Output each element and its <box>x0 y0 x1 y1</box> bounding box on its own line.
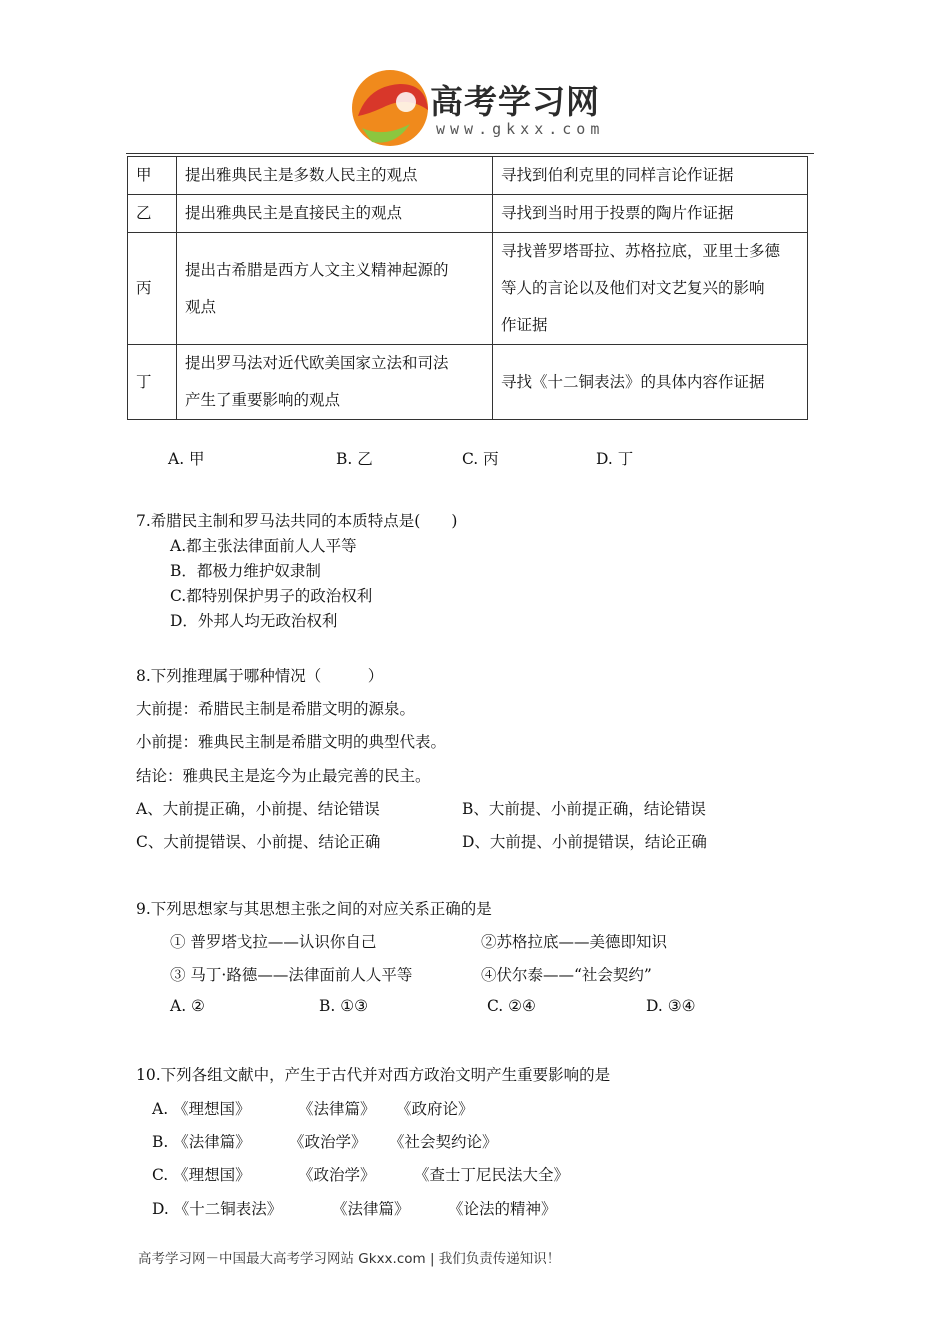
q7-option: B．都极力维护奴隶制 <box>170 562 321 580</box>
claim-line: 观点 <box>185 297 217 316</box>
claim-line: 提出罗马法对近代欧美国家立法和司法 <box>185 354 449 372</box>
table-row <box>128 233 808 345</box>
q9-stem: 9.下列思想家与其思想主张之间的对应关系正确的是 <box>136 900 492 918</box>
q10-option-a-book: 《法律篇》 <box>298 1100 376 1118</box>
claim-line: 产生了重要影响的观点 <box>185 391 341 409</box>
claim-line: 提出古希腊是西方人文主义精神起源的 <box>185 260 449 279</box>
q8-premise-major: 大前提：希腊民主制是希腊文明的源泉。 <box>136 700 416 718</box>
q7-stem: 7.希腊民主制和罗马法共同的本质特点是( ) <box>136 512 458 530</box>
q10-option-b: B. 《法律篇》 <box>152 1133 251 1151</box>
q10-option-c-book: 《政治学》 <box>298 1166 376 1184</box>
q9-option-b: B. ①③ <box>319 997 369 1015</box>
q6-option-a: A. 甲 <box>168 450 205 468</box>
q9-option-d: D. ③④ <box>646 997 696 1015</box>
header-rule <box>126 153 814 154</box>
q10-option-d-book: 《法律篇》 <box>332 1200 410 1218</box>
logo-name: 高考学习网 <box>430 82 600 121</box>
row-key: 甲 <box>128 157 177 195</box>
q8-option-a: A、大前提正确，小前提、结论错误 <box>136 800 380 818</box>
row-key: 丙 <box>128 233 177 345</box>
q8-conclusion: 结论：雅典民主是迄今为止最完善的民主。 <box>136 767 431 785</box>
row-key: 丁 <box>128 345 177 420</box>
q10-option-a: A. 《理想国》 <box>152 1100 251 1118</box>
row-evidence: 寻找到当时用于投票的陶片作证据 <box>493 195 808 233</box>
q10-option-d-book: 《论法的精神》 <box>448 1200 557 1218</box>
q9-option-a: A. ② <box>170 997 205 1015</box>
table-row <box>128 195 808 233</box>
row-key: 乙 <box>128 195 177 233</box>
q8-premise-minor: 小前提：雅典民主制是希腊文明的典型代表。 <box>136 733 447 751</box>
row-claim: 提出雅典民主是多数人民主的观点 <box>177 157 493 195</box>
q9-item: ②苏格拉底——美德即知识 <box>481 933 668 951</box>
q7-option: A.都主张法律面前人人平等 <box>170 537 357 555</box>
q10-option-d: D. 《十二铜表法》 <box>152 1200 283 1218</box>
evidence-line: 作证据 <box>501 316 548 334</box>
q9-option-c: C. ②④ <box>487 997 536 1015</box>
row-evidence <box>493 233 808 345</box>
row-evidence: 寻找到伯利克里的同样言论作证据 <box>493 157 808 195</box>
evidence-table <box>127 156 808 420</box>
q6-option-b: B. 乙 <box>336 450 373 468</box>
logo-url: www.gkxx.com <box>436 120 605 138</box>
q9-item: ① 普罗塔戈拉——认识你自己 <box>170 933 377 951</box>
row-claim <box>177 233 493 345</box>
q6-option-c: C. 丙 <box>462 450 499 468</box>
table-row <box>128 345 808 420</box>
q10-option-b-book: 《政治学》 <box>289 1133 367 1151</box>
row-claim: 提出雅典民主是直接民主的观点 <box>177 195 493 233</box>
q9-item: ④伏尔泰——“社会契约” <box>481 966 652 984</box>
q10-option-c-book: 《查士丁尼民法大全》 <box>414 1166 570 1184</box>
q8-option-c: C、大前提错误、小前提、结论正确 <box>136 833 381 851</box>
q8-option-d: D、大前提、小前提错误，结论正确 <box>462 833 707 851</box>
q10-option-c: C. 《理想国》 <box>152 1166 251 1184</box>
q7-option: C.都特别保护男子的政治权利 <box>170 587 373 605</box>
evidence-line: 等人的言论以及他们对文艺复兴的影响 <box>501 279 765 297</box>
q8-stem: 8.下列推理属于哪种情况（ ） <box>136 667 384 685</box>
q6-option-d: D. 丁 <box>596 450 634 468</box>
page-footer: 高考学习网－中国最大高考学习网站 Gkxx.com | 我们负责传递知识！ <box>138 1251 561 1267</box>
evidence-line: 寻找普罗塔哥拉、苏格拉底，亚里士多德 <box>501 242 781 260</box>
row-claim <box>177 345 493 420</box>
q7-option: D．外邦人均无政治权利 <box>170 612 338 630</box>
q10-stem: 10.下列各组文献中，产生于古代并对西方政治文明产生重要影响的是 <box>136 1066 611 1084</box>
q10-option-a-book: 《政府论》 <box>396 1100 474 1118</box>
q10-option-b-book: 《社会契约论》 <box>389 1133 498 1151</box>
row-evidence: 寻找《十二铜表法》的具体内容作证据 <box>493 345 808 420</box>
q8-option-b: B、大前提、小前提正确，结论错误 <box>462 800 706 818</box>
q9-item: ③ 马丁·路德——法律面前人人平等 <box>170 966 413 984</box>
table-row <box>128 157 808 195</box>
